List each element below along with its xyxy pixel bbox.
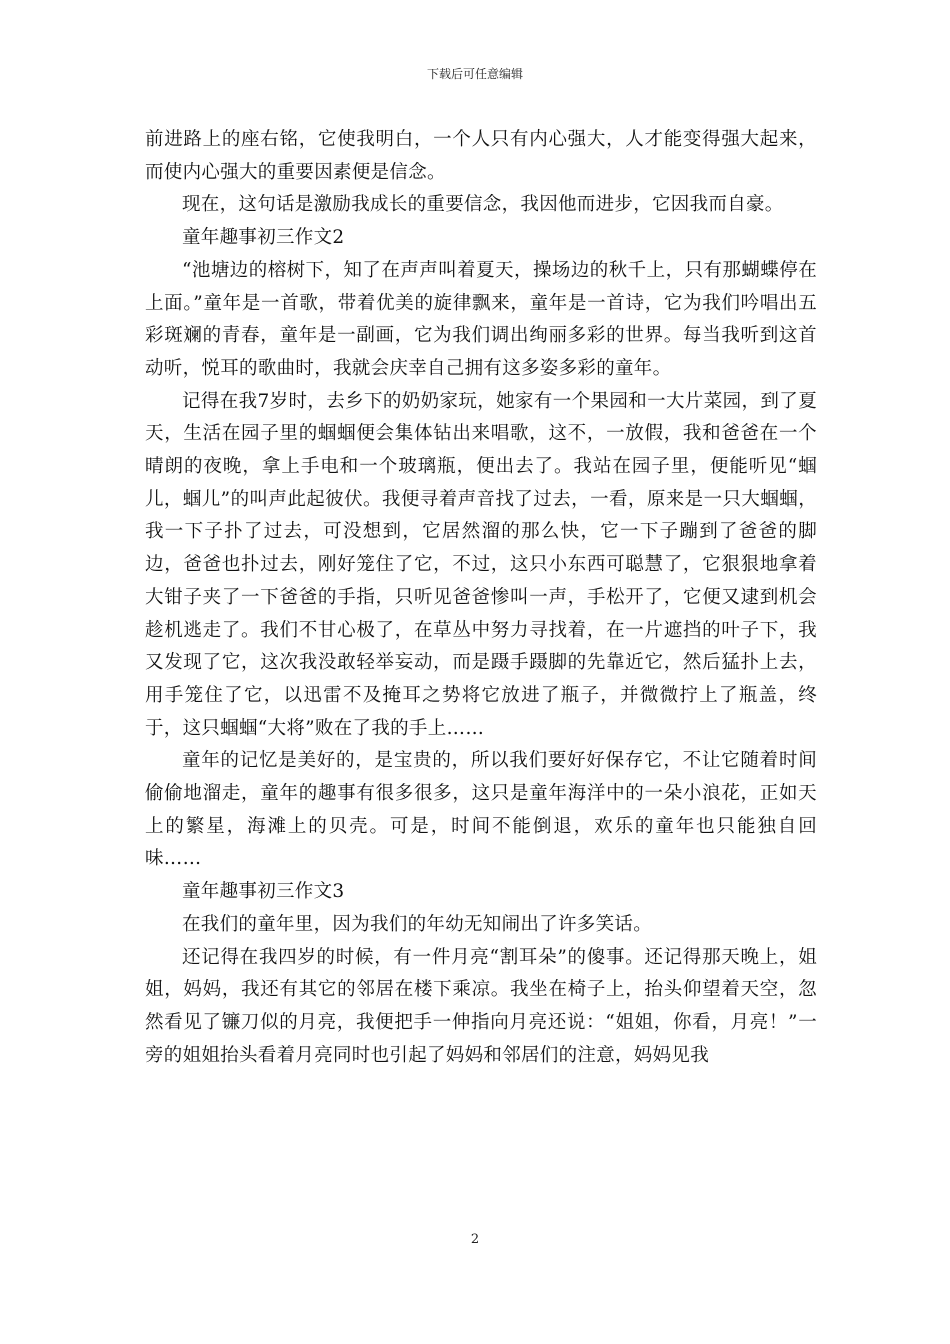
paragraph: 还记得在我四岁的时候，有一件月亮“割耳朵”的傻事。还记得那天晚上，姐姐，妈妈，我还有其它的邻居在楼下乘凉。我坐在椅子上，抬头仰望着天空，忽然看见了镰刀似的月亮，我便把手一伸指向月亮还说：“姐姐，你看，月亮！”一旁的姐姐抬头看着月亮同时也引起了妈妈和邻居们的注意，妈妈见我 — [145, 946, 817, 1066]
paragraph-continued: 前进路上的座右铭，它使我明白，一个人只有内心强大，人才能变得强大起来，而使内心强大的重要因素便是信念。 — [145, 129, 817, 183]
paragraph: 童年的记忆是美好的，是宝贵的，所以我们要好好保存它，不让它随着时间偷偷地溜走，童年的趣事有很多很多，这只是童年海洋中的一朵小浪花，正如天上的繁星，海滩上的贝壳。可是，时间不能倒退，欢乐的童年也只能独自回味…… — [145, 750, 817, 870]
section-heading: 童年趣事初三作文2 — [182, 227, 345, 249]
paragraph: 现在，这句话是激励我成长的重要信念，我因他而进步，它因我而自豪。 — [182, 194, 784, 216]
page-number: 2 — [470, 1232, 480, 1247]
document-body — [145, 124, 817, 1072]
page-header: 下载后可任意编辑 — [426, 67, 523, 81]
paragraph: “池塘边的榕树下，知了在声声叫着夏天，操场边的秋千上，只有那蝴蝶停在上面。”童年是一首歌，带着优美的旋律飘来，童年是一首诗，它为我们吟唱出五彩斑斓的青春，童年是一副画，它为我们调出绚丽多彩的世界。每当我听到这首动听，悦耳的歌曲时，我就会庆幸自己拥有这多姿多彩的童年。 — [145, 259, 817, 379]
section-heading: 童年趣事初三作文3 — [182, 881, 345, 903]
paragraph: 在我们的童年里，因为我们的年幼无知闹出了许多笑话。 — [182, 913, 653, 935]
paragraph: 记得在我7岁时，去乡下的奶奶家玩，她家有一个果园和一大片菜园，到了夏天，生活在园子里的蝈蝈便会集体钻出来唱歌，这不，一放假，我和爸爸在一个晴朗的夜晚，拿上手电和一个玻璃瓶，便出去了。我站在园子里，便能听见“蝈儿，蝈儿”的叫声此起彼伏。我便寻着声音找了过去，一看，原来是一只大蝈蝈，我一下子扑了过去，可没想到，它居然溜的那么快，它一下子蹦到了爸爸的脚边，爸爸也扑过去，刚好笼住了它，不过，这只小东西可聪慧了，它狠狠地拿着大钳子夹了一下爸爸的手指，只听见爸爸惨叫一声，手松开了，它便又逮到机会趁机逃走了。我们不甘心极了，在草丛中努力寻找着，在一片遮挡的叶子下，我又发现了它，这次我没敢轻举妄动，而是蹑手蹑脚的先靠近它，然后猛扑上去，用手笼住了它，以迅雷不及掩耳之势将它放进了瓶子，并微微拧上了瓶盖，终于，这只蝈蝈“大将”败在了我的手上…… — [145, 390, 817, 739]
